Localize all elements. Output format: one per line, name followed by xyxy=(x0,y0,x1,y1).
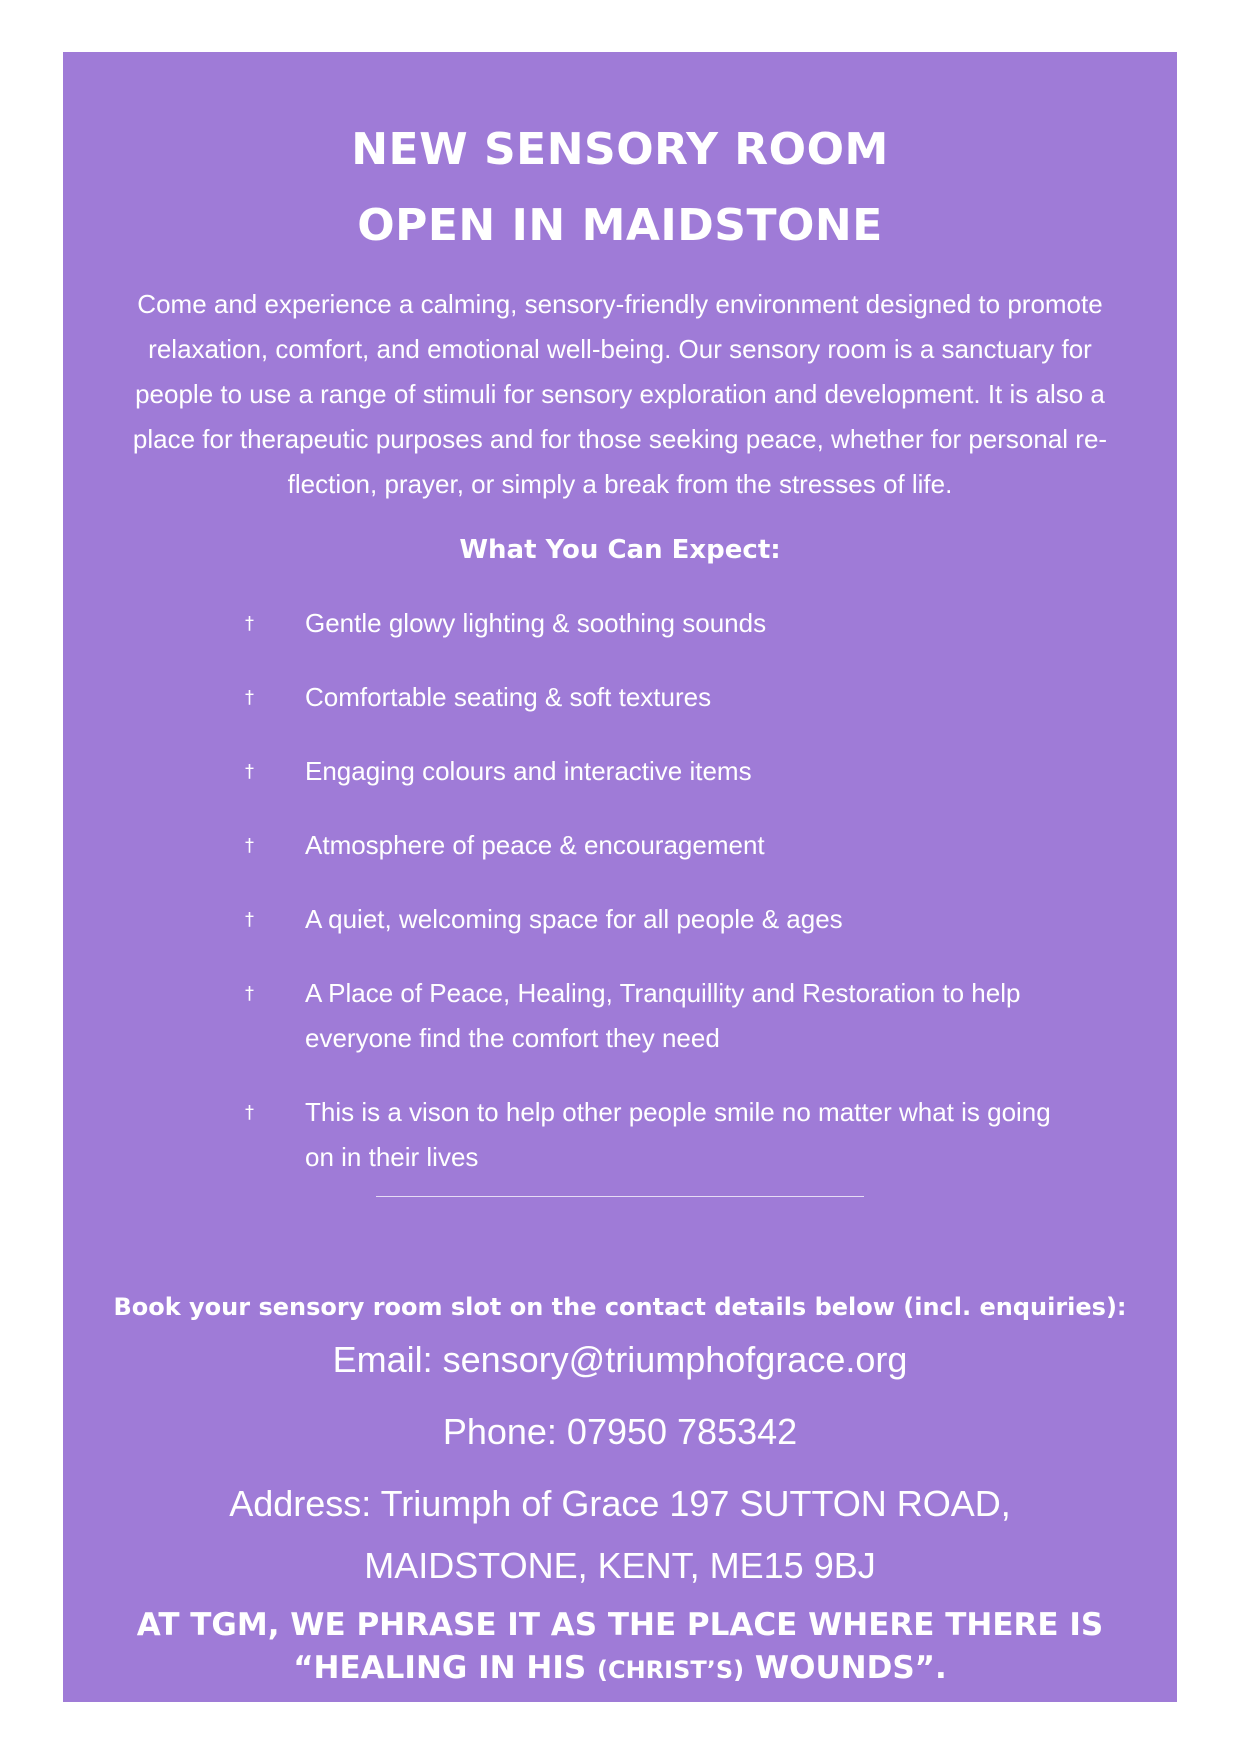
poster-title-line-1: NEW SENSORY ROOM xyxy=(351,124,889,175)
cross-bullet-icon: † xyxy=(245,835,254,856)
closing-line-2 xyxy=(63,1648,1177,1690)
list-item-text xyxy=(305,749,1165,794)
closing-line-2-start: “HEALING IN HIS xyxy=(293,1650,598,1686)
cross-bullet-icon: † xyxy=(245,909,254,930)
list-item-line: A Place of Peace, Healing, Tranquillity and Restoration to help xyxy=(305,978,1021,1008)
list-item-text xyxy=(305,601,1165,646)
list-item-line: Comfortable seating & soft textures xyxy=(305,682,712,712)
list-item-line: Engaging colours and interactive items xyxy=(305,756,752,786)
booking-instruction: Book your sensory room slot on the contact details below (incl. enquiries): xyxy=(113,1293,1127,1321)
cross-bullet-icon: † xyxy=(245,983,254,1004)
cross-bullet-icon: † xyxy=(245,613,254,634)
closing-line-2-small: (CHRIST’S) xyxy=(597,1656,745,1684)
list-item-text xyxy=(305,823,1165,868)
closing-line-1: AT TGM, WE PHRASE IT AS THE PLACE WHERE THERE IS xyxy=(136,1607,1104,1643)
intro-paragraph xyxy=(63,282,1177,507)
list-item-line: A quiet, welcoming space for all people & ages xyxy=(305,904,843,934)
contact-address-line-2: MAIDSTONE, KENT, ME15 9BJ xyxy=(364,1545,876,1586)
section-divider xyxy=(376,1196,864,1197)
list-item-text xyxy=(305,971,1165,1061)
intro-line: place for therapeutic purposes and for those seeking peace, whether for personal re- xyxy=(132,424,1108,454)
list-item-line: Atmosphere of peace & encouragement xyxy=(305,830,765,860)
list-item-text xyxy=(305,897,1165,942)
sensory-room-poster xyxy=(63,52,1177,1702)
contact-email[interactable]: Email: sensory@triumphofgrace.org xyxy=(332,1339,908,1380)
list-item-text xyxy=(305,1090,1165,1180)
list-item-line: Gentle glowy lighting & soothing sounds xyxy=(305,608,767,638)
contact-phone[interactable]: Phone: 07950 785342 xyxy=(442,1411,798,1452)
closing-line-2-end: WOUNDS”. xyxy=(744,1650,947,1686)
list-item-line: on in their lives xyxy=(305,1142,479,1172)
contact-address-line-1: Address: Triumph of Grace 197 SUTTON ROAD, xyxy=(229,1483,1011,1524)
cross-bullet-icon: † xyxy=(245,1102,254,1123)
list-item-text xyxy=(305,675,1165,720)
expect-heading: What You Can Expect: xyxy=(459,535,781,565)
intro-line: flection, prayer, or simply a break from the stresses of life. xyxy=(287,469,953,499)
list-item-line: everyone find the comfort they need xyxy=(305,1023,720,1053)
intro-line: people to use a range of stimuli for sensory exploration and development. It is also a xyxy=(135,379,1105,409)
cross-bullet-icon: † xyxy=(245,687,254,708)
intro-line: relaxation, comfort, and emotional well-being. Our sensory room is a sanctuary for xyxy=(148,334,1092,364)
intro-line: Come and experience a calming, sensory-friendly environment designed to promote xyxy=(137,289,1103,319)
poster-title-line-2: OPEN IN MAIDSTONE xyxy=(357,200,883,251)
list-item-line: This is a vison to help other people smile no matter what is going xyxy=(305,1097,1051,1127)
cross-bullet-icon: † xyxy=(245,761,254,782)
